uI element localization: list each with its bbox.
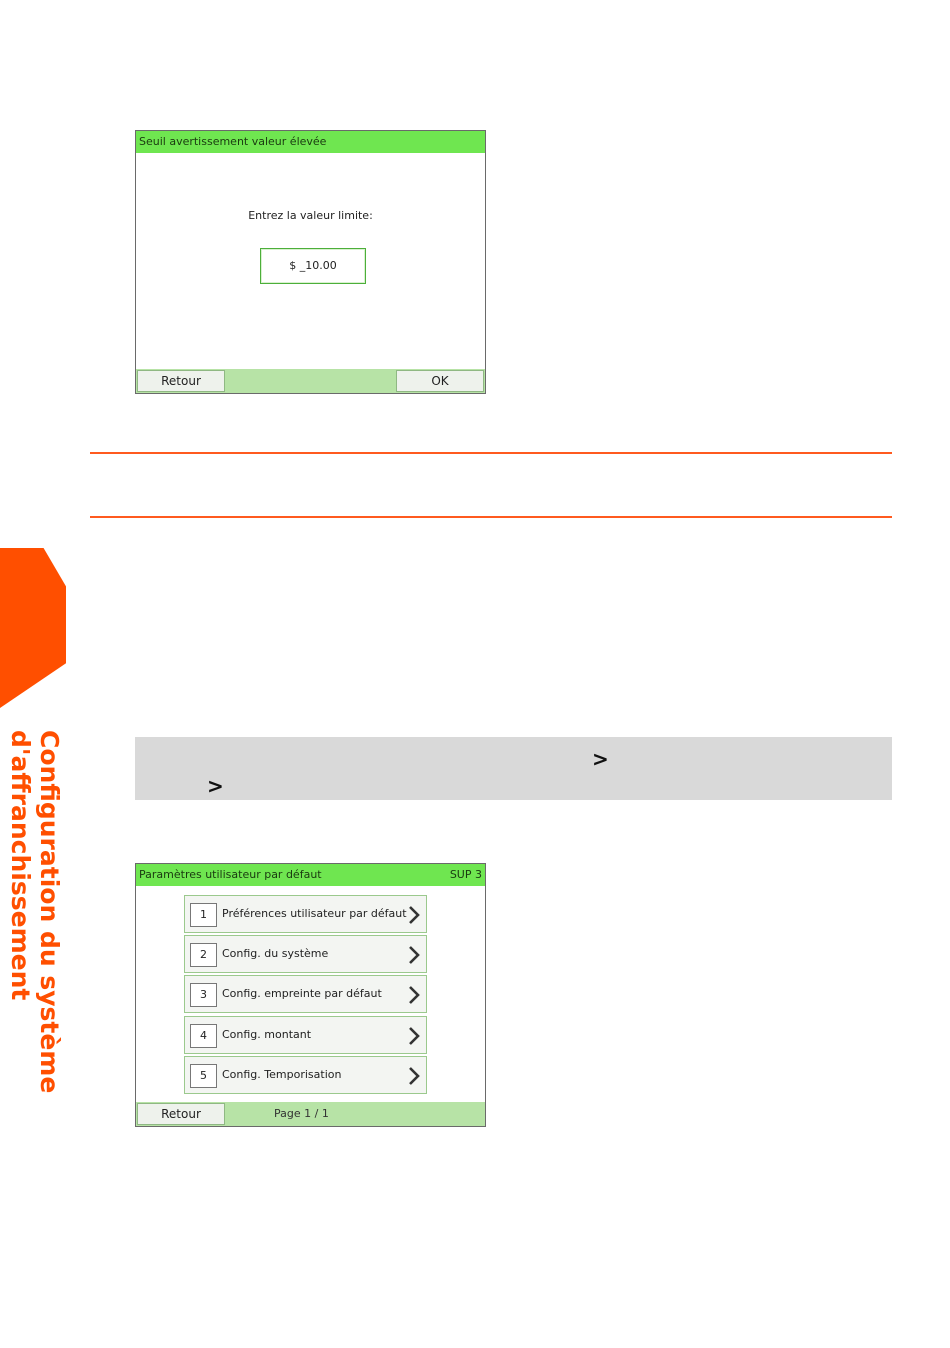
- menu-item-label: Config. montant: [222, 1028, 312, 1041]
- menu-item-number: 1: [190, 903, 217, 927]
- back-button[interactable]: Retour: [137, 1103, 225, 1125]
- menu-item-imprint-config[interactable]: [184, 975, 427, 1013]
- chapter-title-line2: d'affranchissement: [6, 730, 35, 1001]
- screen-footer: [136, 369, 485, 393]
- menu-item-number: 3: [190, 983, 217, 1007]
- menu-item-timeout-config[interactable]: [184, 1056, 427, 1094]
- path-separator-icon: >: [592, 747, 609, 771]
- chevron-right-icon: [408, 905, 420, 925]
- note-rule-top: [90, 452, 892, 454]
- chevron-right-icon: [408, 1066, 420, 1086]
- screen-code: SUP 3: [449, 868, 482, 881]
- chevron-right-icon: [408, 1026, 420, 1046]
- path-separator-icon: >: [207, 774, 224, 798]
- chapter-title-line1: Configuration du système: [35, 730, 64, 1094]
- value-prompt: Entrez la valeur limite:: [248, 209, 373, 222]
- menu-item-label: Config. du système: [222, 947, 329, 960]
- ok-button[interactable]: OK: [396, 370, 484, 392]
- menu-item-user-preferences[interactable]: [184, 895, 427, 933]
- screen-footer: [136, 1102, 485, 1126]
- chevron-right-icon: [408, 945, 420, 965]
- chevron-right-icon: [408, 985, 420, 1005]
- default-settings-screen: [135, 863, 486, 1127]
- value-input[interactable]: $ _10.00: [260, 248, 366, 284]
- menu-item-label: Préférences utilisateur par défaut: [222, 907, 407, 920]
- chapter-title: [6, 730, 64, 1100]
- threshold-screen: [135, 130, 486, 394]
- menu-item-number: 5: [190, 1064, 217, 1088]
- menu-item-label: Config. Temporisation: [222, 1068, 342, 1081]
- menu-item-system-config[interactable]: [184, 935, 427, 973]
- screen-header: [136, 864, 485, 886]
- chapter-tab: [0, 548, 66, 708]
- screen-title: Seuil avertissement valeur élevée: [139, 135, 327, 148]
- menu-item-label: Config. empreinte par défaut: [222, 987, 382, 1000]
- note-rule-bottom: [90, 516, 892, 518]
- menu-path-bar: [135, 737, 892, 800]
- back-button[interactable]: Retour: [137, 370, 225, 392]
- menu-item-amount-config[interactable]: [184, 1016, 427, 1054]
- page-indicator: Page 1 / 1: [274, 1107, 329, 1120]
- menu-item-number: 2: [190, 943, 217, 967]
- screen-header: [136, 131, 485, 153]
- menu-item-number: 4: [190, 1024, 217, 1048]
- screen-title: Paramètres utilisateur par défaut: [139, 868, 322, 881]
